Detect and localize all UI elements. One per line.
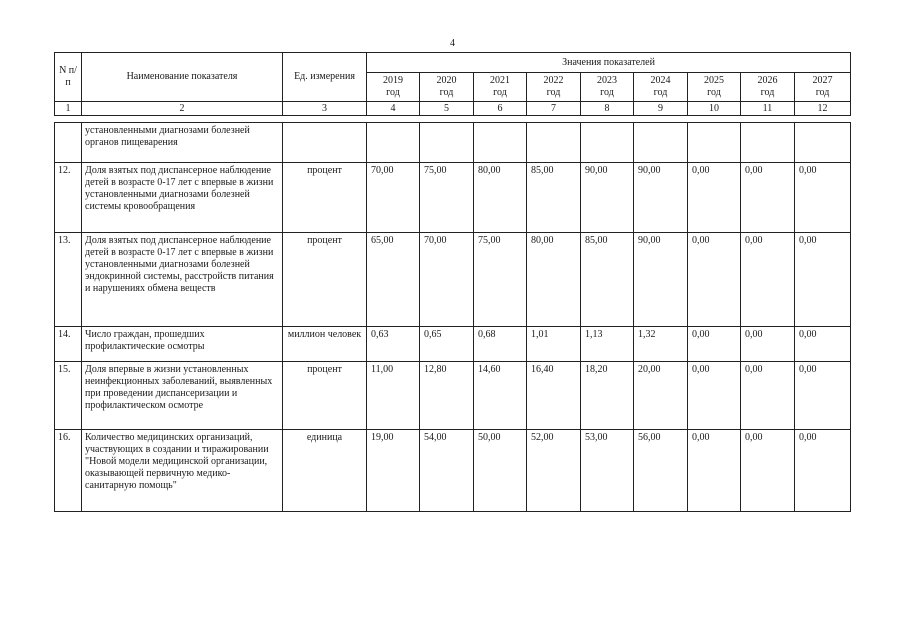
indicator-name: Число граждан, прошедших профилактические осмотры — [82, 327, 283, 362]
indicator-value: 0,00 — [741, 430, 795, 512]
indicator-value: 80,00 — [474, 163, 527, 233]
indicator-value: 14,60 — [474, 362, 527, 430]
indicator-value: 0,00 — [795, 430, 851, 512]
indicator-value: 75,00 — [474, 233, 527, 327]
indicator-value: 54,00 — [420, 430, 474, 512]
header-year — [367, 73, 420, 102]
data-table — [54, 122, 851, 512]
indicator-value: 0,00 — [741, 233, 795, 327]
indicator-value: 80,00 — [527, 233, 581, 327]
indicator-value: 0,68 — [474, 327, 527, 362]
row-number: 15. — [55, 362, 82, 430]
header-year-suffix: год — [493, 87, 507, 98]
indicator-value: 0,65 — [420, 327, 474, 362]
header-year — [420, 73, 474, 102]
header-year-value: 2024 — [650, 75, 671, 86]
indicator-value: 0,00 — [795, 163, 851, 233]
indicator-value: 56,00 — [634, 430, 688, 512]
header-year-value: 2019 — [383, 75, 403, 86]
indicator-value — [474, 123, 527, 163]
indicator-value: 0,63 — [367, 327, 420, 362]
unit-of-measure — [283, 123, 367, 163]
header-year-suffix: год — [386, 87, 400, 98]
indicator-value: 18,20 — [581, 362, 634, 430]
indicator-value: 85,00 — [581, 233, 634, 327]
column-number: 1 — [55, 102, 82, 116]
table-header — [54, 52, 851, 116]
indicator-name: установленными диагнозами болезней органов пищеварения — [82, 123, 283, 163]
indicator-name: Доля взятых под диспансерное наблюдение детей в возрасте 0-17 лет с впервые в жизни установленными диагнозами болезней эндокринной системы, расстройств питания и нарушениях обмена веществ — [82, 233, 283, 327]
table-row — [55, 362, 851, 430]
indicator-value: 0,00 — [741, 163, 795, 233]
header-year-value: 2025 — [704, 75, 724, 86]
column-number: 5 — [420, 102, 474, 116]
indicator-value: 12,80 — [420, 362, 474, 430]
indicator-value — [688, 123, 741, 163]
indicator-value — [741, 123, 795, 163]
indicator-value: 0,00 — [795, 233, 851, 327]
indicator-name: Доля взятых под диспансерное наблюдение детей в возрасте 0-17 лет с впервые в жизни установленными диагнозами болезней системы кровообращения — [82, 163, 283, 233]
unit-of-measure: процент — [283, 233, 367, 327]
indicator-value: 90,00 — [581, 163, 634, 233]
column-number: 11 — [741, 102, 795, 116]
indicator-value: 0,00 — [795, 327, 851, 362]
header-year — [688, 73, 741, 102]
indicator-value: 0,00 — [688, 163, 741, 233]
row-number: 16. — [55, 430, 82, 512]
page-number: 4 — [450, 38, 455, 49]
column-number: 6 — [474, 102, 527, 116]
header-year — [741, 73, 795, 102]
header-year-value: 2023 — [597, 75, 617, 86]
indicator-value — [795, 123, 851, 163]
header-year-suffix: год — [653, 87, 668, 98]
header-year-suffix: год — [546, 87, 561, 98]
header-year-suffix: год — [707, 87, 721, 98]
header-year — [474, 73, 527, 102]
indicator-value — [420, 123, 474, 163]
indicator-value: 52,00 — [527, 430, 581, 512]
header-unit: Ед. измерения — [283, 53, 367, 102]
header-year-suffix: год — [815, 87, 830, 98]
header-year-suffix: год — [600, 87, 614, 98]
indicator-value: 1,32 — [634, 327, 688, 362]
column-number: 2 — [82, 102, 283, 116]
indicator-value: 16,40 — [527, 362, 581, 430]
indicator-value: 75,00 — [420, 163, 474, 233]
header-year — [581, 73, 634, 102]
table-row — [55, 233, 851, 327]
indicator-value — [634, 123, 688, 163]
header-name: Наименование показателя — [82, 53, 283, 102]
header-year-value: 2021 — [490, 75, 510, 86]
indicator-value: 1,13 — [581, 327, 634, 362]
column-number: 12 — [795, 102, 851, 116]
indicator-value: 90,00 — [634, 163, 688, 233]
column-number: 4 — [367, 102, 420, 116]
indicator-value — [367, 123, 420, 163]
table-row — [55, 430, 851, 512]
indicator-value: 70,00 — [367, 163, 420, 233]
indicator-value: 65,00 — [367, 233, 420, 327]
header-values-group: Значения показателей — [367, 53, 851, 73]
header-year-suffix: год — [439, 87, 454, 98]
indicator-name: Количество медицинских организаций, участвующих в создании и тиражировании "Новой модели медицинской организации, оказывающей первичную медико-санитарную помощь" — [82, 430, 283, 512]
indicator-name: Доля впервые в жизни установленных неинфекционных заболеваний, выявленных при проведении диспансеризации и профилактическом осмотре — [82, 362, 283, 430]
column-number: 9 — [634, 102, 688, 116]
header-year — [634, 73, 688, 102]
indicator-value: 53,00 — [581, 430, 634, 512]
header-year-value: 2027 — [812, 75, 833, 86]
table-row — [55, 327, 851, 362]
indicator-value: 0,00 — [741, 362, 795, 430]
header-year — [527, 73, 581, 102]
indicator-value: 0,00 — [741, 327, 795, 362]
row-number — [55, 123, 82, 163]
indicator-value: 50,00 — [474, 430, 527, 512]
header-year — [795, 73, 851, 102]
indicator-value: 19,00 — [367, 430, 420, 512]
row-number: 14. — [55, 327, 82, 362]
column-number: 7 — [527, 102, 581, 116]
unit-of-measure: процент — [283, 163, 367, 233]
row-number: 13. — [55, 233, 82, 327]
header-year-value: 2026 — [757, 75, 778, 86]
indicator-value: 0,00 — [688, 327, 741, 362]
indicator-value: 0,00 — [688, 233, 741, 327]
row-number: 12. — [55, 163, 82, 233]
indicator-value: 0,00 — [688, 362, 741, 430]
indicator-value: 0,00 — [688, 430, 741, 512]
column-number: 10 — [688, 102, 741, 116]
unit-of-measure: единица — [283, 430, 367, 512]
indicator-value: 0,00 — [795, 362, 851, 430]
table-row — [55, 123, 851, 163]
column-number: 3 — [283, 102, 367, 116]
header-year-suffix: год — [760, 87, 775, 98]
header-year-value: 2022 — [543, 75, 564, 86]
indicator-value: 20,00 — [634, 362, 688, 430]
indicator-value: 1,01 — [527, 327, 581, 362]
unit-of-measure: миллион человек — [283, 327, 367, 362]
indicator-value: 70,00 — [420, 233, 474, 327]
indicator-value — [581, 123, 634, 163]
header-num: N п/п — [55, 53, 82, 102]
unit-of-measure: процент — [283, 362, 367, 430]
header-year-value: 2020 — [436, 75, 457, 86]
table-row — [55, 163, 851, 233]
column-number: 8 — [581, 102, 634, 116]
indicator-value: 85,00 — [527, 163, 581, 233]
indicator-value: 11,00 — [367, 362, 420, 430]
indicator-value — [527, 123, 581, 163]
indicator-value: 90,00 — [634, 233, 688, 327]
